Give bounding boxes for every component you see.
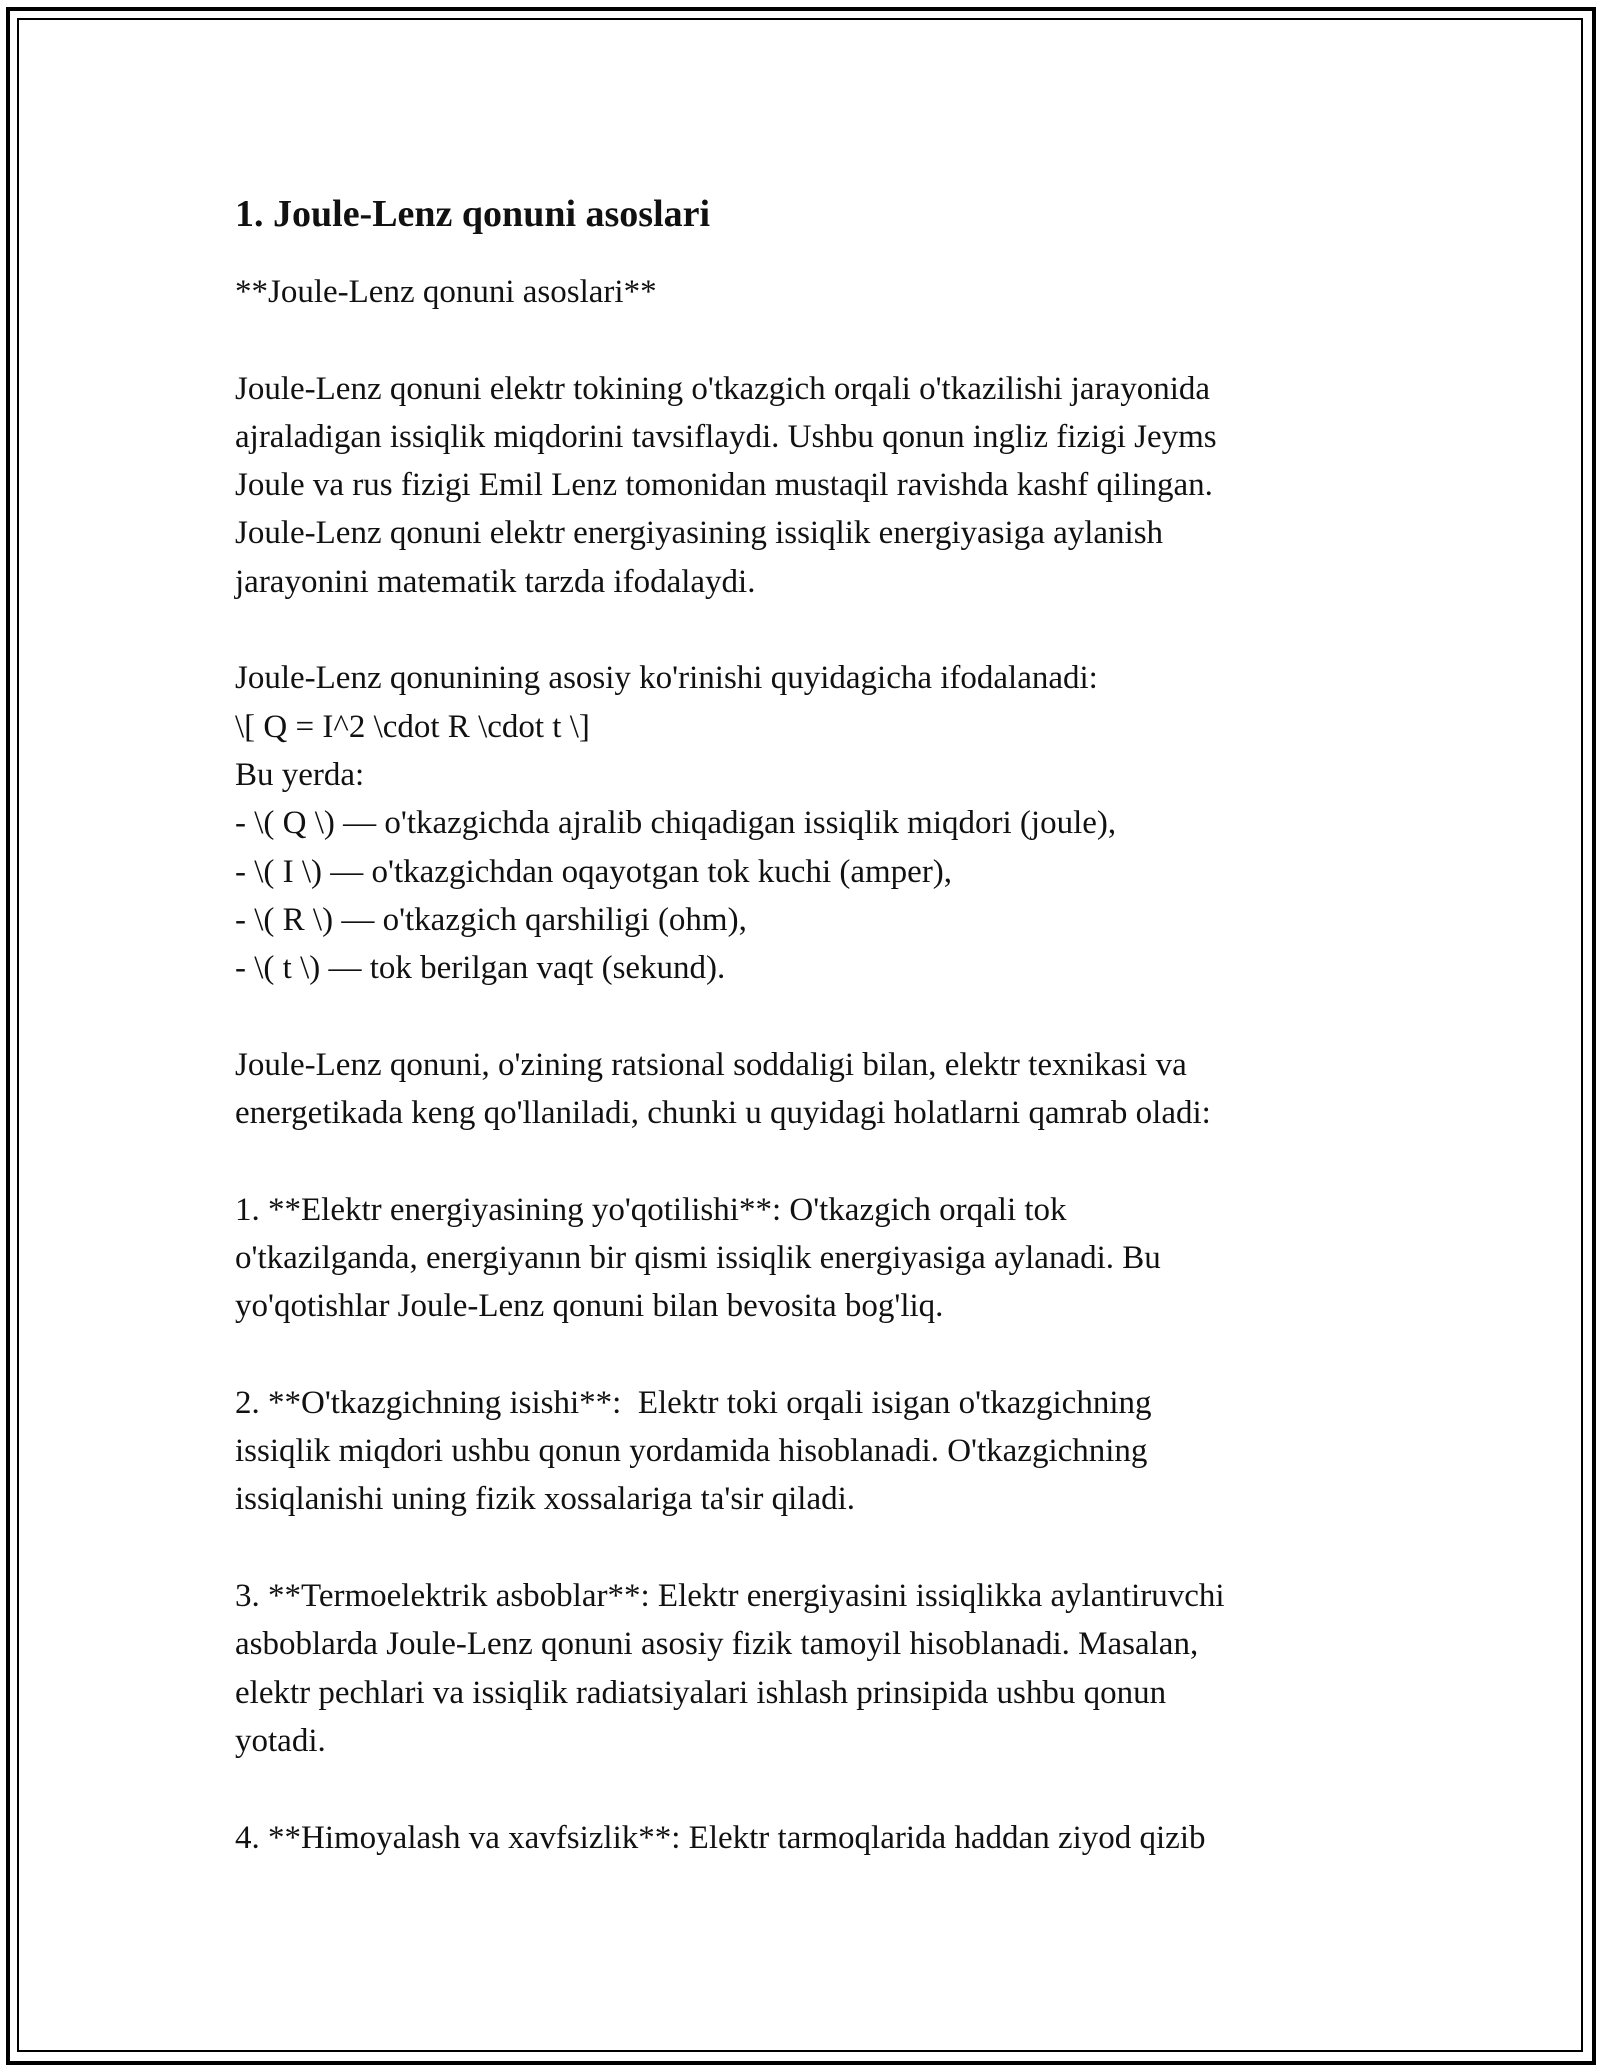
document-content xyxy=(235,188,1375,1862)
section-body: **Joule-Lenz qonuni asoslari** Joule-Lenz qonuni elektr tokining o'tkazgich orqali o'tkazilishi jarayonida ajraladigan issiqlik miqdorini tavsiflaydi. Ushbu qonun ingliz fizigi Jeyms Joule va rus fizigi Emil Lenz tomonidan mustaqil ravishda kashf qilingan. Joule-Lenz qonuni elektr energiyasining issiqlik energiyasiga aylanish jarayonini matematik tarzda ifodalaydi. Joule-Lenz qonunining asosiy ko'rinishi quyidagicha ifodalanadi: \[ Q = I^2 \cdot R \cdot t \] Bu yerda: - \( Q \) — o'tkazgichda ajralib chiqadigan issiqlik miqdori (joule), - \( I \) — o'tkazgichdan oqayotgan tok kuchi (amper), - \( R \) — o'tkazgich qarshiligi (ohm), - \( t \) — tok berilgan vaqt (sekund). Joule-Lenz qonuni, o'zining ratsional soddaligi bilan, elektr texnikasi va energetikada keng qo'llaniladi, chunki u quyidagi holatlarni qamrab oladi: 1. **Elektr energiyasining yo'qotilishi**: O'tkazgich orqali tok o'tkazilganda, energiyanın bir qismi issiqlik energiyasiga aylanadi. Bu yo'qotishlar Joule-Lenz qonuni bilan bevosita bog'liq. 2. **O'tkazgichning isishi**: Elektr toki orqali isigan o'tkazgichning issiqlik miqdori ushbu qonun yordamida hisoblanadi. O'tkazgichning issiqlanishi uning fizik xossalariga ta'sir qiladi. 3. **Termoelektrik asboblar**: Elektr energiyasini issiqlikka aylantiruvchi asboblarda Joule-Lenz qonuni asosiy fizik tamoyil hisoblanadi. Masalan, elektr pechlari va issiqlik radiatsiyalari ishlash prinsipida ushbu qonun yotadi. 4. **Himoyalash va xavfsizlik**: Elektr tarmoqlarida haddan ziyod qizib xyxy=(235,274,1225,1856)
section-heading: 1. Joule-Lenz qonuni asoslari xyxy=(235,193,711,235)
